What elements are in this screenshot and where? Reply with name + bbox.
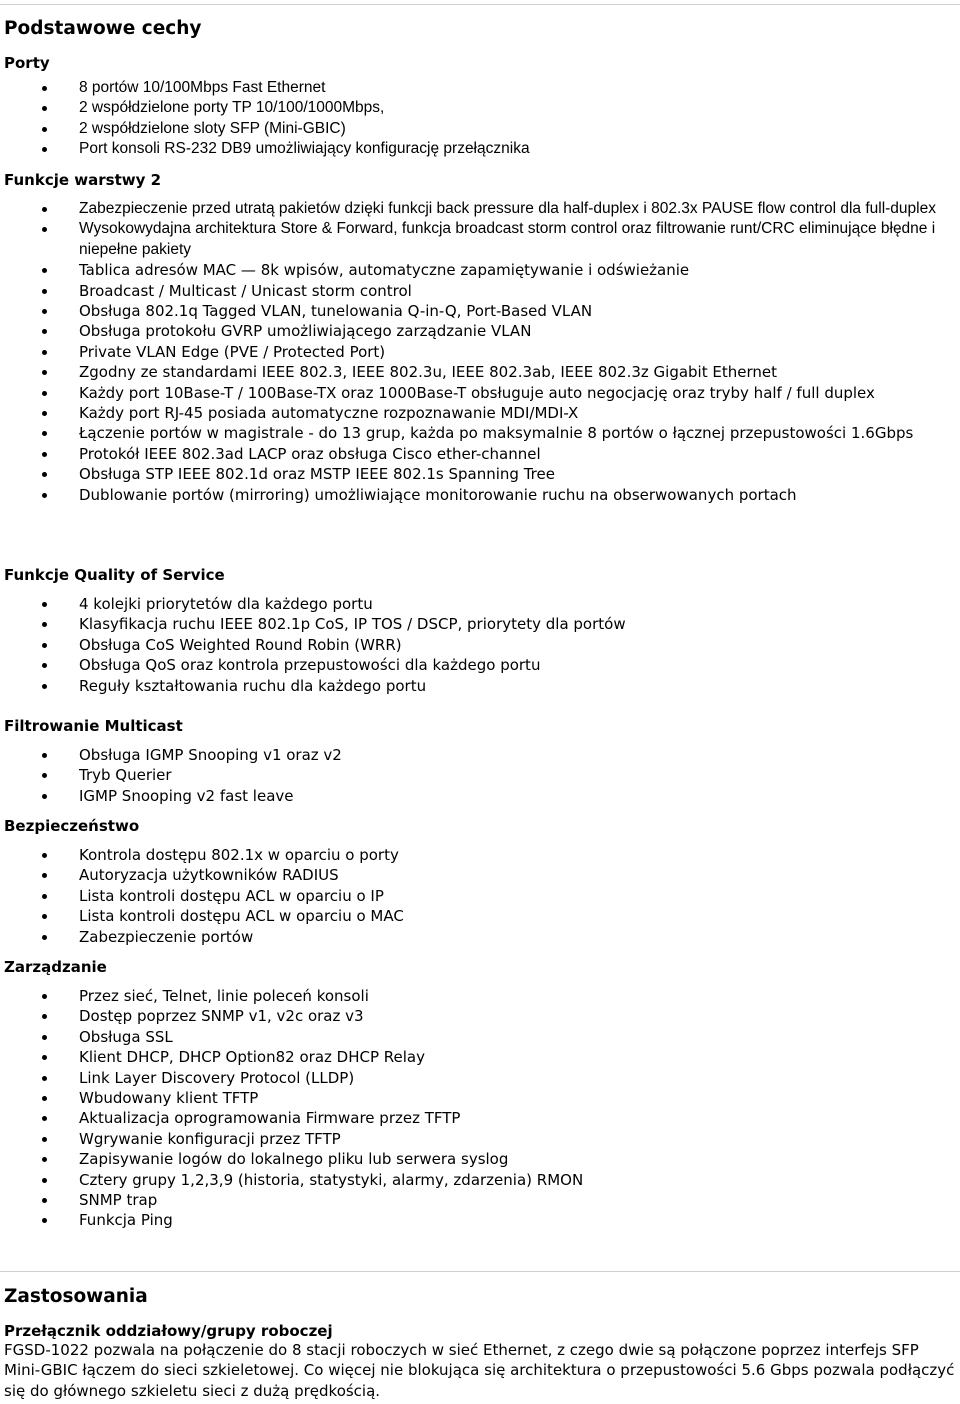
list-item: Tablica adresów MAC — 8k wpisów, automatyczne zapamiętywanie i odświeżanie — [79, 260, 958, 280]
list-item: Port konsoli RS-232 DB9 umożliwiający konfigurację przełącznika — [79, 139, 958, 159]
list-item: Obsługa IGMP Snooping v1 oraz v2 — [79, 745, 958, 765]
list-qos — [4, 594, 958, 696]
list-item: Obsługa QoS oraz kontrola przepustowości dla każdego portu — [79, 655, 958, 675]
list-item: Reguły kształtowania ruchu dla każdego portu — [79, 676, 958, 696]
section-title-basic: Podstawowe cechy — [4, 18, 202, 39]
heading-multicast: Filtrowanie Multicast — [4, 717, 183, 735]
heading-layer2: Funkcje warstwy 2 — [4, 171, 162, 189]
list-item: Dublowanie portów (mirroring) umożliwiające monitorowanie ruchu na obserwowanych portach — [79, 485, 958, 505]
list-item: Wysokowydajna architektura Store & Forward, funkcja broadcast storm control oraz filtrowanie runt/CRC eliminujące błędne i niepełne pakiety — [79, 219, 958, 260]
list-item: 2 współdzielone porty TP 10/100/1000Mbps, — [79, 98, 958, 118]
list-item: Broadcast / Multicast / Unicast storm control — [79, 281, 958, 301]
heading-management: Zarządzanie — [4, 958, 107, 976]
list-item: Wbudowany klient TFTP — [79, 1088, 958, 1108]
list-item: Wgrywanie konfiguracji przez TFTP — [79, 1129, 958, 1149]
list-item: Zabezpieczenie przed utratą pakietów dzięki funkcji back pressure dla half-duplex i 802.3x PAUSE flow control dla full-duplex — [79, 199, 958, 219]
list-item: Autoryzacja użytkowników RADIUS — [79, 865, 958, 885]
list-item: Obsługa STP IEEE 802.1d oraz MSTP IEEE 802.1s Spanning Tree — [79, 464, 958, 484]
applications-paragraph: FGSD-1022 pozwala na połączenie do 8 stacji roboczych w sieć Ethernet, z czego dwie są połączone poprzez interfejs SFP Mini-GBIC łączem do sieci szkieletowej. Co więcej nie blokująca się architektura o przepustowości 5.6 Gbps pozwala podłączyć się do głównego szkieletu sieci z dużą prędkością. — [4, 1341, 955, 1400]
section-title-applications: Zastosowania — [4, 1286, 148, 1307]
list-item: Każdy port 10Base-T / 100Base-TX oraz 1000Base-T obsługuje auto negocjację oraz tryby half / full duplex — [79, 383, 958, 403]
list-security — [4, 845, 958, 947]
list-item: Łączenie portów w magistrale - do 13 grup, każda po maksymalnie 8 portów o łącznej przepustowości 1.6Gbps — [79, 423, 958, 443]
list-item: Każdy port RJ-45 posiada automatyczne rozpoznawanie MDI/MDI-X — [79, 403, 958, 423]
list-item: Przez sieć, Telnet, linie poleceń konsoli — [79, 986, 958, 1006]
list-layer2 — [4, 199, 958, 505]
list-item: Klasyfikacja ruchu IEEE 802.1p CoS, IP TOS / DSCP, priorytety dla portów — [79, 614, 958, 634]
top-divider — [0, 4, 960, 5]
list-item: 8 portów 10/100Mbps Fast Ethernet — [79, 78, 958, 98]
list-item: Klient DHCP, DHCP Option82 oraz DHCP Relay — [79, 1047, 958, 1067]
heading-security: Bezpieczeństwo — [4, 817, 140, 835]
list-item: SNMP trap — [79, 1190, 958, 1210]
heading-workgroup-switch: Przełącznik oddziałowy/grupy roboczej — [4, 1322, 333, 1340]
list-item: Cztery grupy 1,2,3,9 (historia, statystyki, alarmy, zdarzenia) RMON — [79, 1170, 958, 1190]
heading-ports: Porty — [4, 54, 50, 72]
list-item: Funkcja Ping — [79, 1210, 958, 1230]
list-item: Aktualizacja oprogramowania Firmware przez TFTP — [79, 1108, 958, 1128]
list-item: Lista kontroli dostępu ACL w oparciu o MAC — [79, 906, 958, 926]
list-item: 2 współdzielone sloty SFP (Mini-GBIC) — [79, 119, 958, 139]
list-item: IGMP Snooping v2 fast leave — [79, 786, 958, 806]
list-item: Zabezpieczenie portów — [79, 927, 958, 947]
list-item: Link Layer Discovery Protocol (LLDP) — [79, 1068, 958, 1088]
list-ports — [4, 78, 958, 160]
list-item: Obsługa CoS Weighted Round Robin (WRR) — [79, 635, 958, 655]
section-divider — [0, 1271, 960, 1272]
list-item: Zgodny ze standardami IEEE 802.3, IEEE 802.3u, IEEE 802.3ab, IEEE 802.3z Gigabit Ethernet — [79, 362, 958, 382]
list-multicast — [4, 745, 958, 806]
list-item: Obsługa 802.1q Tagged VLAN, tunelowania Q-in-Q, Port-Based VLAN — [79, 301, 958, 321]
heading-qos: Funkcje Quality of Service — [4, 566, 225, 584]
list-item: Private VLAN Edge (PVE / Protected Port) — [79, 342, 958, 362]
list-item: Dostęp poprzez SNMP v1, v2c oraz v3 — [79, 1006, 958, 1026]
list-item: Tryb Querier — [79, 765, 958, 785]
list-item: Kontrola dostępu 802.1x w oparciu o porty — [79, 845, 958, 865]
list-item: Lista kontroli dostępu ACL w oparciu o IP — [79, 886, 958, 906]
list-management — [4, 986, 958, 1231]
list-item: 4 kolejki priorytetów dla każdego portu — [79, 594, 958, 614]
list-item: Zapisywanie logów do lokalnego pliku lub serwera syslog — [79, 1149, 958, 1169]
list-item: Protokół IEEE 802.3ad LACP oraz obsługa Cisco ether-channel — [79, 444, 958, 464]
list-item: Obsługa SSL — [79, 1027, 958, 1047]
list-item: Obsługa protokołu GVRP umożliwiającego zarządzanie VLAN — [79, 321, 958, 341]
